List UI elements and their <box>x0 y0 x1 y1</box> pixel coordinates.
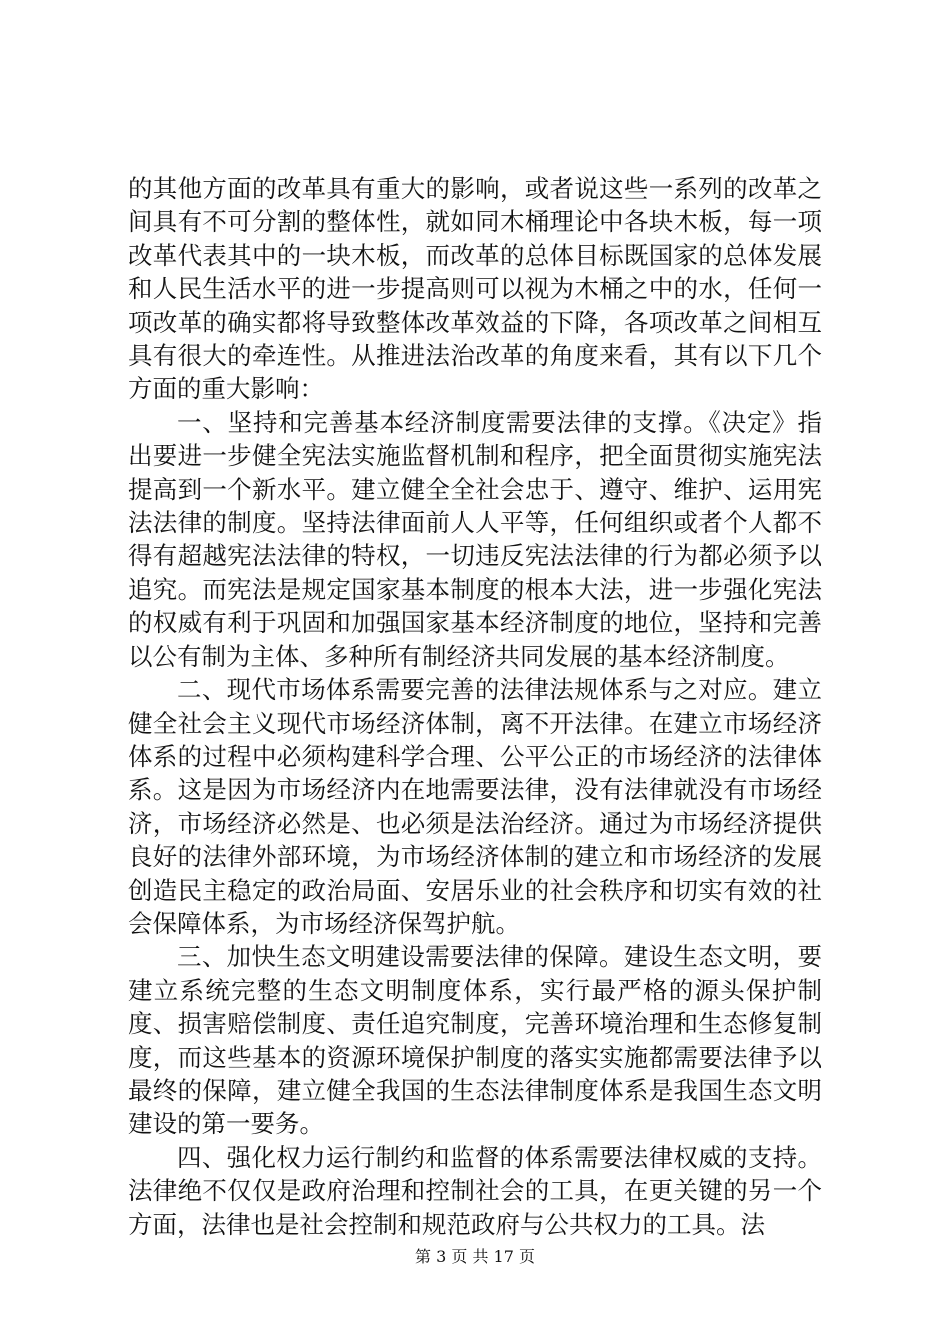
paragraph-power-supervision: 四、强化权力运行制约和监督的体系需要法律权威的支持。法律绝不仅仅是政府治理和控制社会的工具，在更关键的另一个方面，法律也是社会控制和规范政府与公共权力的工具。法 <box>128 1142 822 1239</box>
paragraph-basic-economic-system: 一、坚持和完善基本经济制度需要法律的支撑。《决定》指出要进一步健全宪法实施监督机制和程序，把全面贯彻实施宪法提高到一个新水平。建立健全全社会忠于、遵守、维护、运用宪法法律的制度。坚持法律面前人人平等，任何组织或者个人都不得有超越宪法法律的特权，一切违反宪法法律的行为都必须予以追究。而宪法是规定国家基本制度的根本大法，进一步强化宪法的权威有利于巩固和加强国家基本经济制度的地位，坚持和完善以公有制为主体、多种所有制经济共同发展的基本经济制度。 <box>128 407 822 671</box>
paragraph-ecological-civilization: 三、加快生态文明建设需要法律的保障。建设生态文明，要建立系统完整的生态文明制度体系，实行最严格的源头保护制度、损害赔偿制度、责任追究制度，完善环境治理和生态修复制度，而这些基本的资源环境保护制度的落实实施都需要法律予以最终的保障，建立健全我国的生态法律制度体系是我国生态文明建设的第一要务。 <box>128 942 822 1139</box>
paragraph-market-system: 二、现代市场体系需要完善的法律法规体系与之对应。建立健全社会主义现代市场经济体制，离不开法律。在建立市场经济体系的过程中必须构建科学合理、公平公正的市场经济的法律体系。这是因为市场经济内在地需要法律，没有法律就没有市场经济，市场经济必然是、也必须是法治经济。通过为市场经济提供良好的法律外部环境，为市场经济体制的建立和市场经济的发展创造民主稳定的政治局面、安居乐业的社会秩序和切实有效的社会保障体系，为市场经济保驾护航。 <box>128 675 822 938</box>
paragraph-continuation: 的其他方面的改革具有重大的影响，或者说这些一系列的改革之间具有不可分割的整体性，就如同木桶理论中各块木板，每一项改革代表其中的一块木板，而改革的总体目标既国家的总体发展和人民生活水平的进一步提高则可以视为木桶之中的水，任何一项改革的确实都将导致整体改革效益的下降，各项改革之间相互具有很大的牵连性。从推进法治改革的角度来看，其有以下几个方面的重大影响： <box>128 174 822 404</box>
page-number-footer: 第 3 页 共 17 页 <box>415 1247 535 1266</box>
body-text <box>128 172 822 1241</box>
